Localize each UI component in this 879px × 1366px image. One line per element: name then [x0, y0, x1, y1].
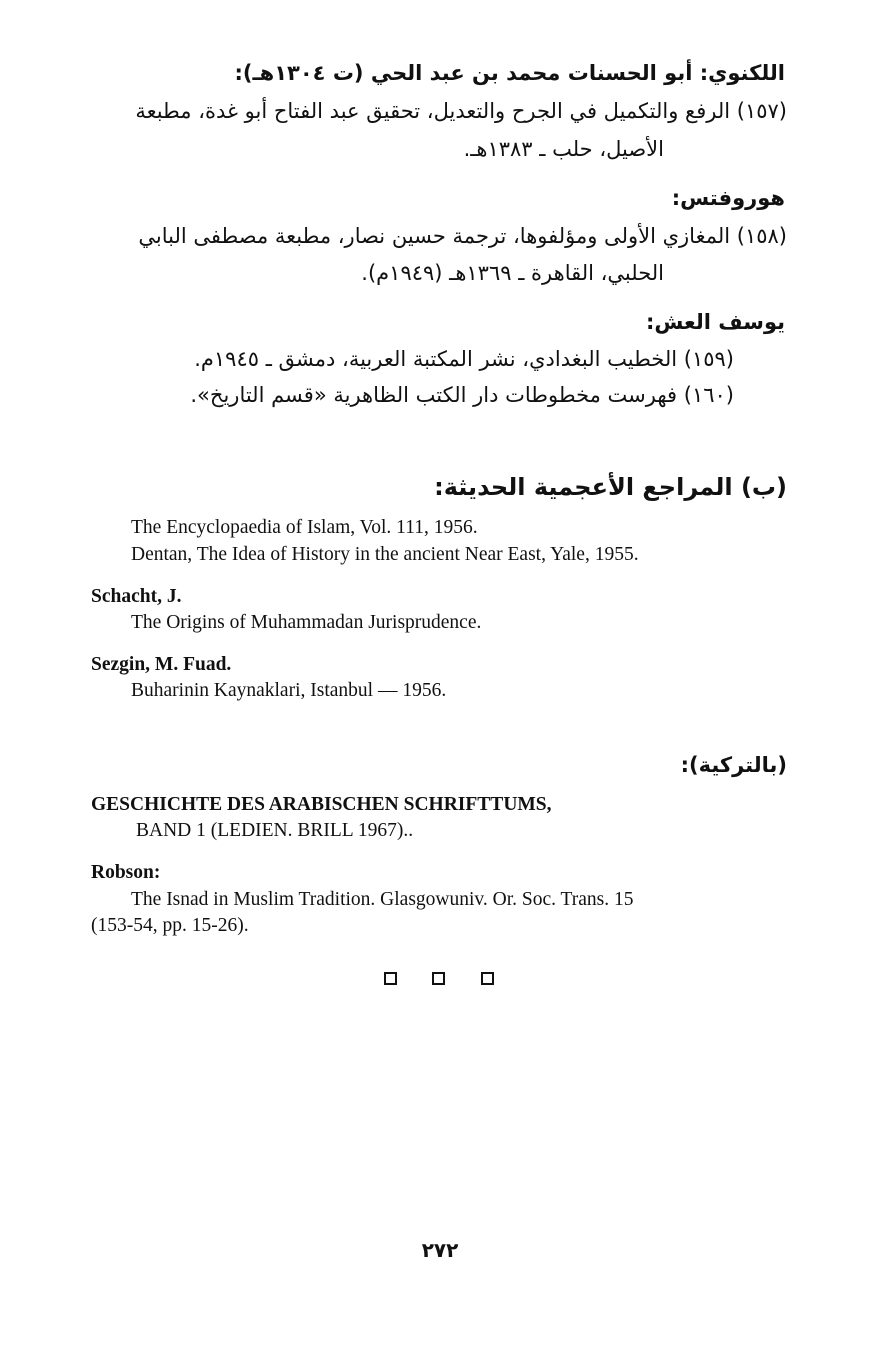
ref-gas-line1 — [91, 792, 552, 818]
reference-158-line1: (١٥٨) المغازي الأولى ومؤلفوها، ترجمة حسين نصار، مطبعة مصطفى البابي — [138, 224, 787, 248]
title-sezgin: Buharinin Kaynaklari, Istanbul — 1956. — [131, 680, 447, 701]
ref-gas-line1-text: GESCHICHTE DES ARABISCHEN SCHRIFTTUMS, — [91, 794, 552, 815]
author-schacht: Schacht, J. — [91, 586, 182, 607]
ref-dentan: Dentan, The Idea of History in the ancient Near East, Yale, 1955. — [131, 544, 639, 565]
reference-158-line2: الحلبي، القاهرة ـ ١٣٦٩هـ (١٩٤٩م). — [361, 261, 664, 285]
section-heading-turkish: (بالتركية): — [680, 753, 787, 777]
ref-robson-line2: (153-54, pp. 15-26). — [91, 915, 249, 936]
author-heading-horovitz: هوروفتس: — [671, 186, 785, 210]
author-heading-laknawi: اللكنوي: أبو الحسنات محمد بن عبد الحي (ت ١٣٠٤هـ): — [234, 61, 785, 85]
reference-157-line1: (١٥٧) الرفع والتكميل في الجرح والتعديل، تحقيق عبد الفتاح أبو غدة، مطبعة — [135, 99, 787, 123]
author-sezgin: Sezgin, M. Fuad. — [91, 654, 232, 675]
section-heading-foreign: (ب) المراجع الأعجمية الحديثة: — [434, 473, 787, 501]
ref-encyclopaedia: The Encyclopaedia of Islam, Vol. 111, 1956. — [131, 517, 478, 538]
ornament-square — [432, 972, 445, 985]
reference-160: (١٦٠) فهرست مخطوطات دار الكتب الظاهرية «قسم التاريخ». — [190, 383, 734, 407]
ref-robson-line1: The Isnad in Muslim Tradition. Glasgowuniv. Or. Soc. Trans. 15 — [131, 889, 634, 910]
ornament-square — [384, 972, 397, 985]
ref-gas-line2: BAND 1 (LEDIEN. BRILL 1967).. — [136, 820, 414, 841]
section-end-ornament — [380, 970, 500, 990]
author-heading-yusuf: يوسف العش: — [645, 310, 785, 334]
reference-159: (١٥٩) الخطيب البغدادي، نشر المكتبة العربية، دمشق ـ ١٩٤٥م. — [194, 347, 734, 371]
reference-157-line2: الأصيل، حلب ـ ١٣٨٣هـ. — [463, 137, 664, 161]
title-schacht: The Origins of Muhammadan Jurisprudence. — [131, 612, 482, 633]
author-robson: Robson: — [91, 862, 161, 883]
ornament-square — [481, 972, 494, 985]
page-number: ٢٧٢ — [421, 1238, 459, 1262]
